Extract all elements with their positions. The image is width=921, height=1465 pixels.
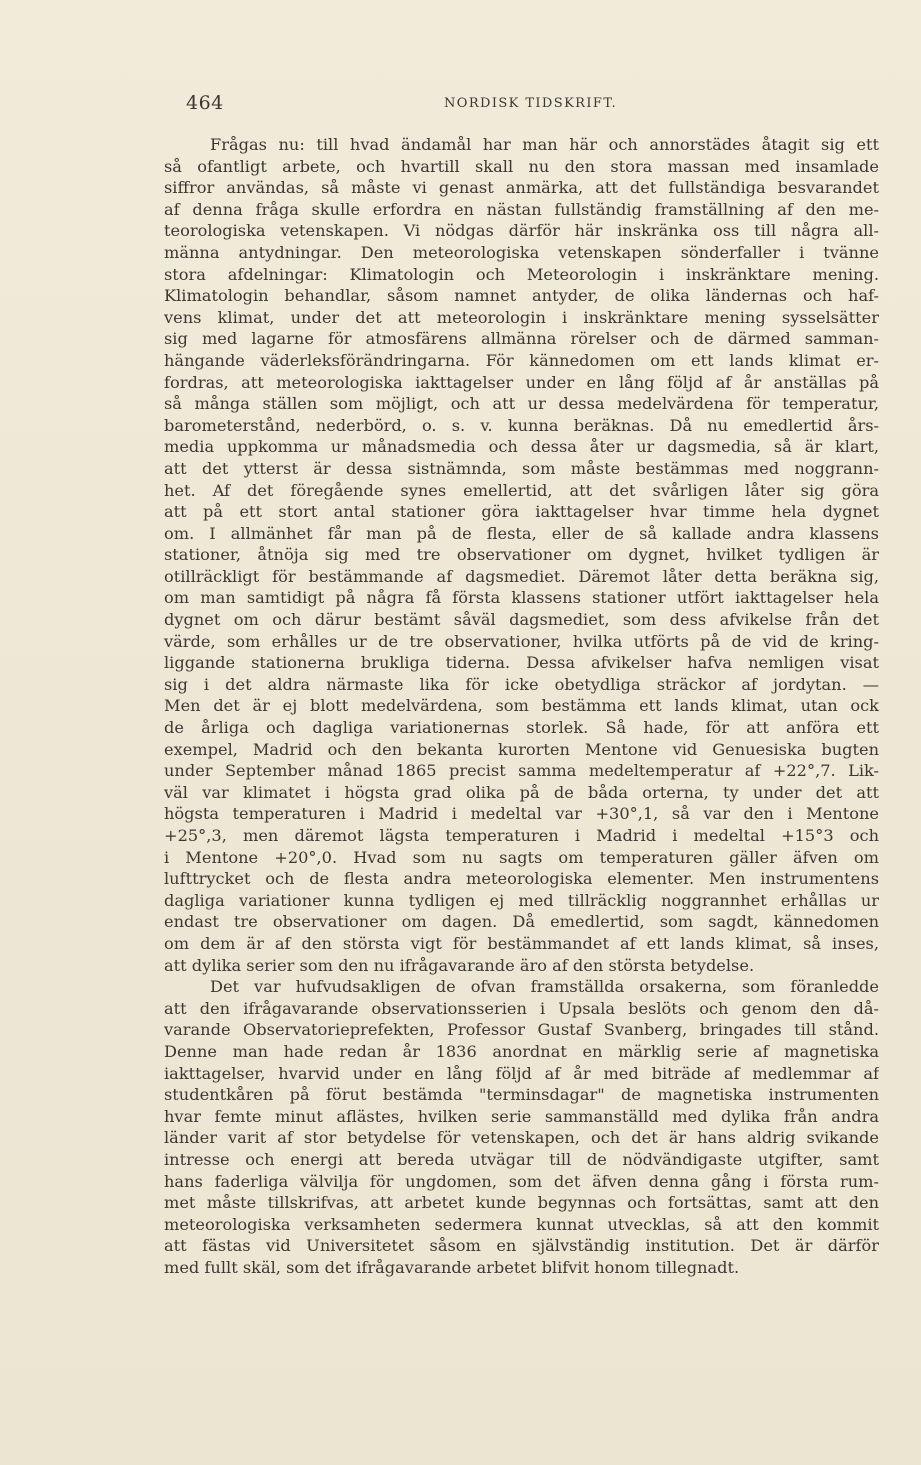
text-line: värde, som erhålles ur de tre observationer, hvilka utförts på de vid de kring- [164,631,879,651]
text-line: att det ytterst är dessa sistnämnda, som måste bestämmas med noggrann- [164,458,879,478]
text-line: stationer, åtnöja sig med tre observationer om dygnet, hvilket tydligen är [164,545,879,565]
text-line: sig med lagarne för atmosfärens allmänna rörelser och de därmed samman- [164,329,879,349]
text-line: med fullt skäl, som det ifrågavarande arbetet blifvit honom tillegnadt. [164,1257,740,1277]
text-line: att den ifrågavarande observationsserien i Upsala beslöts och genom den då- [164,998,879,1018]
text-line: liggande stationerna brukliga tiderna. Dessa afvikelser hafva nemligen visat [164,653,879,673]
text-line: om man samtidigt på några få första klassens stationer utfört iakttagelser hela [164,588,879,608]
text-line: i Mentone +20°,0. Hvad som nu sagts om temperaturen gäller äfven om [164,847,879,867]
text-line: media uppkomma ur månadsmedia och dessa åter ur dagsmedia, så är klart, [164,437,879,457]
text-line: att dylika serier som den nu ifrågavarande äro af den största betydelse. [164,955,755,975]
text-line: iakttagelser, hvarvid under en lång följd af år med biträde af medlemmar af [164,1063,879,1083]
text-line: barometerstånd, nederbörd, o. s. v. kunna beräknas. Då nu emedlertid års- [164,415,879,435]
text-line: hängande väderleksförändringarna. För kännedomen om ett lands klimat er- [164,350,879,370]
text-line: att fästas vid Universitetet såsom en självständig institution. Det är därför [164,1236,879,1256]
text-line: dygnet om och därur bestämt såväl dagsmediet, som dess afvikelse från det [164,610,879,630]
text-line: exempel, Madrid och den bekanta kurorten Mentone vid Genuesiska bugten [164,739,879,759]
text-line: fordras, att meteorologiska iakttagelser under en lång följd af år anställas på [164,372,879,392]
text-line: Men det är ej blott medelvärdena, som bestämma ett lands klimat, utan ock [164,696,879,716]
text-line: +25°,3, men däremot lägsta temperaturen i Madrid i medeltal +15°3 och [164,826,879,845]
text-line: Det var hufvudsakligen de ofvan framställda orsakerna, som föranledde [210,977,879,997]
text-line: lufttrycket och de flesta andra meteorologiska elementer. Men instrumentens [164,869,879,889]
text-line: sig i det aldra närmaste lika för icke obetydliga sträckor af jordytan. — [164,674,879,694]
text-line: studentkåren på förut bestämda "terminsdagar" de magnetiska instrumenten [164,1085,879,1105]
text-line: dagliga variationer kunna tydligen ej med tillräcklig noggrannhet erhållas ur [164,890,879,910]
page-header [186,92,881,114]
text-line: Denne man hade redan år 1836 anordnat en märklig serie af magnetiska [164,1041,879,1061]
text-line: Klimatologin behandlar, såsom namnet antyder, de olika ländernas och haf- [164,286,879,306]
running-title: NORDISK TIDSKRIFT. [444,96,618,111]
text-line: om dem är af den största vigt för bestämmandet af ett lands klimat, så inses, [164,933,879,953]
text-line: så många ställen som möjligt, och att ur dessa medelvärdena för temperatur, [164,394,879,414]
text-line: vens klimat, under det att meteorologin i inskränktare mening sysselsätter [164,307,879,327]
text-line: otillräckligt för bestämmande af dagsmediet. Däremot låter detta beräkna sig, [164,566,879,586]
text-line: siffror användas, så måste vi genast anmärka, att det fullständiga besvarandet [164,178,879,198]
text-line: hans faderliga välvilja för ungdomen, som det äfven denna gång i första rum- [164,1171,879,1191]
text-line: varande Observatorieprefekten, Professor Gustaf Svanberg, bringades till stånd. [164,1020,879,1040]
text-line: länder varit af stor betydelse för vetenskapen, och det är hans aldrig svikande [164,1128,879,1148]
text-line: hvar femte minut aflästes, hvilken serie sammanställd med dylika från andra [164,1106,879,1126]
text-line: stora afdelningar: Klimatologin och Meteorologin i inskränktare mening. [164,264,879,284]
text-line: het. Af det föregående synes emellertid, att det svårligen låter sig göra [164,480,879,500]
text-line: väl var klimatet i högsta grad olika på de båda orterna, ty under det att [164,782,879,802]
text-line: de årliga och dagliga variationernas storlek. Så hade, för att anföra ett [164,718,879,738]
text-line: met måste tillskrifvas, att arbetet kunde begynnas och fortsättas, samt att den [164,1193,879,1213]
text-line: att på ett stort antal stationer göra iakttagelser hvar timme hela dygnet [164,502,879,522]
text-line: meteorologiska verksamheten sedermera kunnat utvecklas, så att den kommit [164,1214,879,1234]
page-number: 464 [186,92,224,114]
body-text [164,134,879,1278]
text-line: af denna fråga skulle erfordra en nästan fullständig framställning af den me- [164,199,879,219]
text-line: om. I allmänhet får man på de flesta, eller de så kallade andra klassens [164,523,879,543]
text-line: Frågas nu: till hvad ändamål har man här och annorstädes åtagit sig ett [210,135,879,154]
text-line: endast tre observationer om dagen. Då emedlertid, som sagdt, kännedomen [164,912,879,932]
text-line: högsta temperaturen i Madrid i medeltal var +30°,1, så var den i Mentone [164,804,879,824]
text-line: männa antydningar. Den meteorologiska vetenskapen sönderfaller i tvänne [164,242,879,262]
text-line: intresse och energi att bereda utvägar till de nödvändigaste utgifter, samt [164,1149,879,1169]
text-line: teorologiska vetenskapen. Vi nödgas därför här inskränka oss till några all- [164,221,879,241]
text-line: under September månad 1865 precist samma medeltemperatur af +22°,7. Lik- [164,761,879,781]
text-line: så ofantligt arbete, och hvartill skall nu den stora massan med insamlade [164,156,879,176]
